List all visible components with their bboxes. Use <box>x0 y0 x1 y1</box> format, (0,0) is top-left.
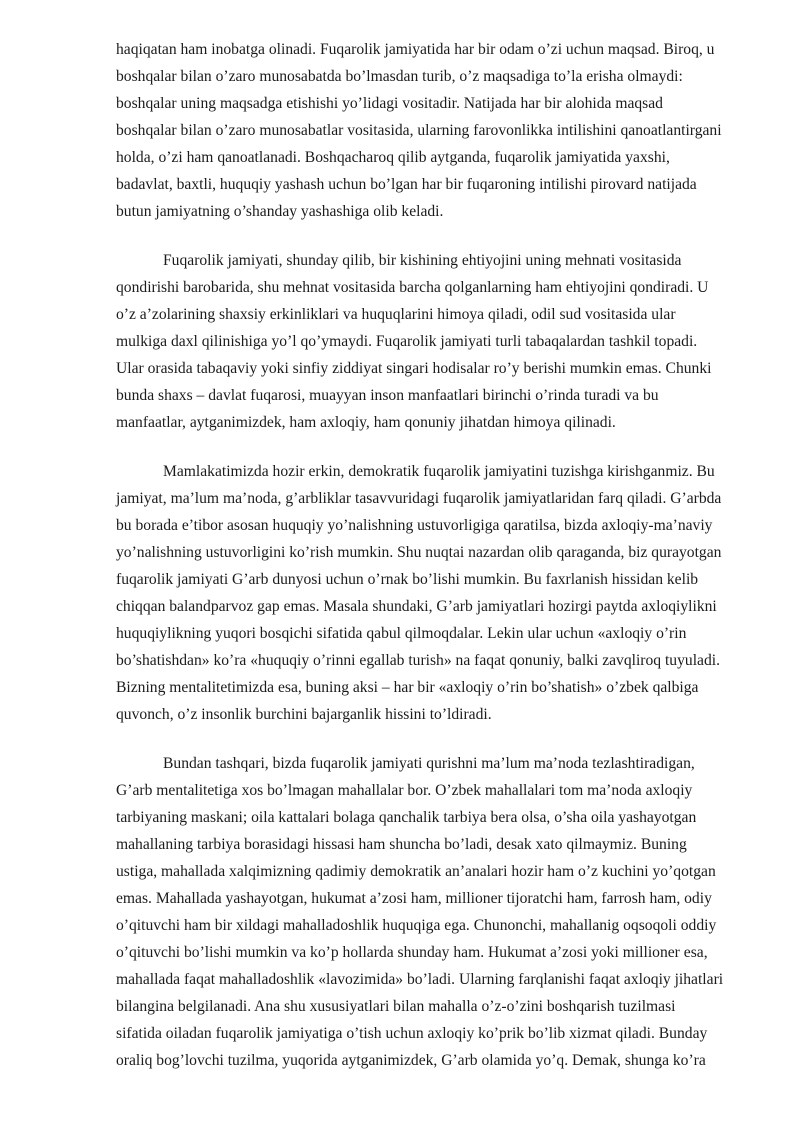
text-line: boshqalar bilan o’zaro munosabatda bo’lmasdan turib, o’z maqsadiga to’la erisha olmaydi: <box>116 68 683 85</box>
text-line: bilangina belgilanadi. Ana shu xususiyatlari bilan mahalla o’z-o’zini boshqarish tuzilmasi <box>116 998 676 1015</box>
text-line: huquqiylikning yuqori bosqichi sifatida qabul qilmoqdalar. Lekin ular uchun «axloqiy o’rin <box>116 625 687 642</box>
text-line: butun jamiyatning o’shanday yashashiga olib keladi. <box>116 203 444 220</box>
paragraph <box>116 750 728 1074</box>
text-line: chiqqan balandparvoz gap emas. Masala shundaki, G’arb jamiyatlari hozirgi paytda axloqiylikni <box>116 598 717 615</box>
text-line: quvonch, o’z insonlik burchini bajarganlik hissini to’ldiradi. <box>116 706 492 723</box>
text-line: bunda shaxs – davlat fuqarosi, muayyan inson manfaatlari birinchi o’rinda turadi va bu <box>116 387 659 404</box>
paragraph <box>116 36 728 225</box>
text-line: ustiga, mahallada xalqimizning qadimiy demokratik an’analari hozir ham o’z kuchini yo’qotgan <box>116 863 716 880</box>
text-line: o’z a’zolarining shaxsiy erkinliklari va huquqlarini himoya qiladi, odil sud vositasida ular <box>116 306 676 323</box>
text-line: Mamlakatimizda hozir erkin, demokratik fuqarolik jamiyatini tuzishga kirishganmiz. Bu <box>163 463 715 480</box>
text-line: holda, o’zi ham qanoatlanadi. Boshqacharoq qilib aytganda, fuqarolik jamiyatida yaxshi, <box>116 149 670 166</box>
text-line: sifatida oiladan fuqarolik jamiyatiga o’tish uchun axloqiy ko’prik bo’lib xizmat qiladi. Bunday <box>116 1025 708 1042</box>
text-line: yo’nalishning ustuvorligini ko’rish mumkin. Shu nuqtai nazardan olib qaraganda, biz qurayotgan <box>116 544 722 561</box>
document-body <box>116 36 728 1074</box>
text-line: manfaatlar, aytganimizdek, ham axloqiy, ham qonuniy jihatdan himoya qilinadi. <box>116 414 616 431</box>
text-line: Fuqarolik jamiyati, shunday qilib, bir kishining ehtiyojini uning mehnati vositasida <box>163 252 682 269</box>
text-line: emas. Mahallada yashayotgan, hukumat a’zosi ham, millioner tijoratchi ham, farrosh ham, odiy <box>116 890 712 907</box>
text-line: boshqalar bilan o’zaro munosabatlar vositasida, ularning farovonlikka intilishini qanoatlantirgani <box>116 122 722 139</box>
text-line: o’qituvchi ham bir xildagi mahalladoshlik huquqiga ega. Chunonchi, mahallanig oqsoqoli oddiy <box>116 917 717 934</box>
text-line: mahallaning tarbiya borasidagi hissasi ham shuncha bo’ladi, desak xato qilmaymiz. Buning <box>116 836 687 853</box>
text-line: haqiqatan ham inobatga olinadi. Fuqarolik jamiyatida har bir odam o’zi uchun maqsad. Biroq, u <box>116 41 715 58</box>
text-line: Ular orasida tabaqaviy yoki sinfiy ziddiyat singari hodisalar ro’y berishi mumkin emas. Chunki <box>116 360 712 377</box>
text-line: bo’shatishdan» ko’ra «huquqiy o’rinni egallab turish» na faqat qonuniy, balki zavqliroq tuyuladi. <box>116 652 720 669</box>
text-line: boshqalar uning maqsadga etishishi yo’lidagi vositadir. Natijada har bir alohida maqsad <box>116 95 663 112</box>
paragraph <box>116 247 728 436</box>
paragraph <box>116 458 728 728</box>
text-line: Bundan tashqari, bizda fuqarolik jamiyati qurishni ma’lum ma’noda tezlashtiradigan, <box>163 755 695 772</box>
text-line: mulkiga daxl qilinishiga yo’l qo’ymaydi. Fuqarolik jamiyati turli tabaqalardan tashkil topadi. <box>116 333 698 350</box>
text-line: G’arb mentalitetiga xos bo’lmagan mahallalar bor. O’zbek mahallalari tom ma’noda axloqiy <box>116 782 693 799</box>
text-line: fuqarolik jamiyati G’arb dunyosi uchun o’rnak bo’lishi mumkin. Bu faxrlanish hissidan kelib <box>116 571 699 588</box>
text-line: bu borada e’tibor asosan huquqiy yo’nalishning ustuvorligiga qaratilsa, bizda axloqiy-ma’naviy <box>116 517 713 534</box>
text-line: Bizning mentalitetimizda esa, buning aksi – har bir «axloqiy o’rin bo’shatish» o’zbek qalbiga <box>116 679 699 696</box>
text-line: mahallada faqat mahalladoshlik «lavozimida» bo’ladi. Ularning farqlanishi faqat axloqiy jihatlari <box>116 971 724 988</box>
text-line: o’qituvchi bo’lishi mumkin va ko’p hollarda shunday ham. Hukumat a’zosi yoki millioner esa, <box>116 944 708 961</box>
text-line: jamiyat, ma’lum ma’noda, g’arbliklar tasavvuridagi fuqarolik jamiyatlaridan farq qiladi. G’arbda <box>116 490 722 507</box>
text-line: qondirishi barobarida, shu mehnat vositasida barcha qolganlarning ham ehtiyojini qondiradi. U <box>116 279 709 296</box>
text-line: badavlat, baxtli, huquqiy yashash uchun bo’lgan har bir fuqaroning intilishi pirovard natijada <box>116 176 697 193</box>
text-line: oraliq bog’lovchi tuzilma, yuqorida aytganimizdek, G’arb olamida yo’q. Demak, shunga ko’ra <box>116 1052 706 1069</box>
text-line: tarbiyaning maskani; oila kattalari bolaga qanchalik tarbiya bera olsa, o’sha oila yashayotgan <box>116 809 697 826</box>
